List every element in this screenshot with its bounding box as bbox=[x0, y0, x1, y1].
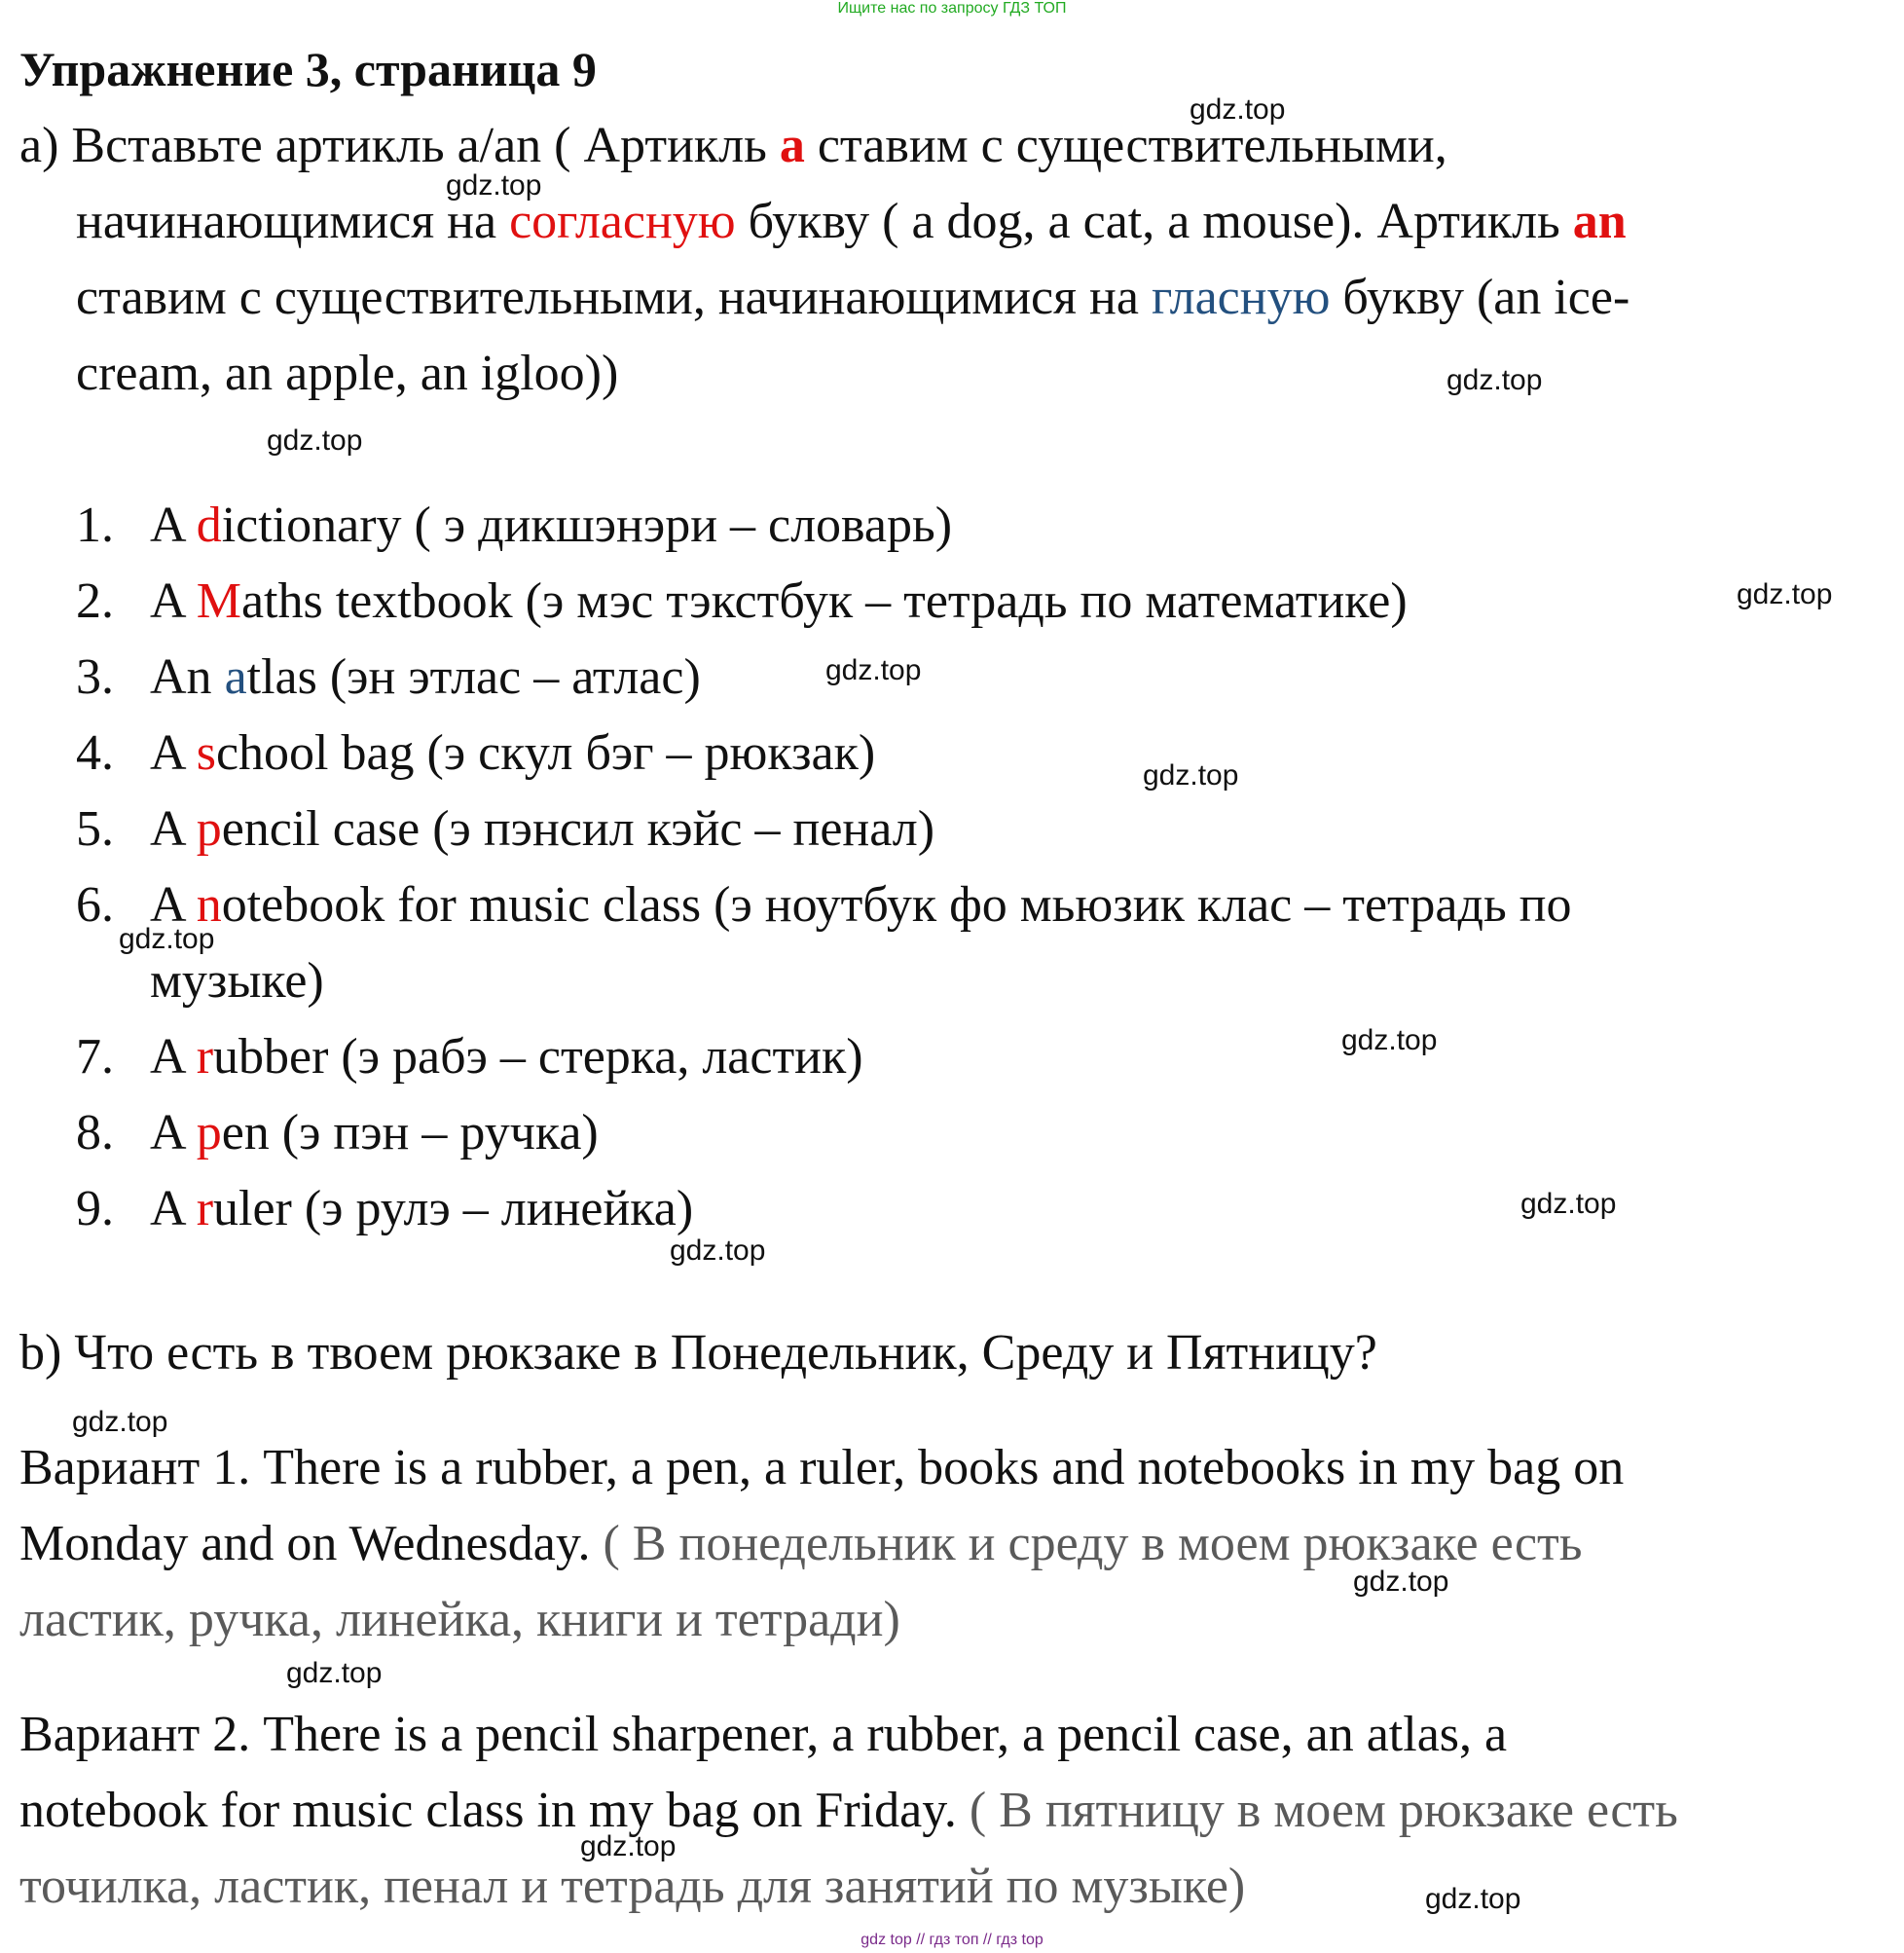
watermark: gdz.top bbox=[72, 1406, 168, 1438]
footer-links: gdz top // гдз топ // гдз top bbox=[860, 1932, 1044, 1948]
variant-2-line-3: точилка, ластик, пенал и тетрадь для занятий по музыке) bbox=[19, 1859, 1246, 1914]
part-a-line-4: cream, an apple, an igloo)) bbox=[76, 346, 619, 401]
list-item bbox=[76, 1020, 863, 1094]
list-item bbox=[76, 641, 701, 715]
item-article: An bbox=[150, 649, 225, 705]
part-b-question: b) Что есть в твоем рюкзаке в Понедельник, Среду и Пятницу? bbox=[19, 1325, 1377, 1381]
item-number: 7. bbox=[76, 1029, 114, 1085]
article-a-highlight: a bbox=[779, 118, 805, 173]
item-text: ubber (э рабэ – стерка, ластик) bbox=[213, 1029, 863, 1085]
watermark: gdz.top bbox=[1190, 93, 1286, 126]
watermark: gdz.top bbox=[1341, 1024, 1438, 1056]
watermark: gdz.top bbox=[267, 424, 363, 457]
item-article: A bbox=[150, 725, 197, 781]
list-item bbox=[76, 717, 875, 791]
item-first-letter: p bbox=[196, 801, 222, 857]
item-first-letter: a bbox=[224, 649, 247, 705]
list-item-continuation: музыке) bbox=[150, 953, 324, 1009]
text: a) Вставьте артикль a/an ( Артикль bbox=[19, 118, 780, 173]
item-first-letter: n bbox=[196, 877, 222, 933]
item-number: 8. bbox=[76, 1105, 114, 1161]
item-article: A bbox=[150, 1029, 197, 1085]
item-article: A bbox=[150, 497, 197, 553]
item-text: tlas (эн этлас – атлас) bbox=[246, 649, 701, 705]
top-banner: Ищите нас по запросу ГДЗ ТОП bbox=[837, 0, 1067, 17]
item-number: 4. bbox=[76, 725, 114, 781]
watermark: gdz.top bbox=[1737, 578, 1833, 610]
part-a-line-3 bbox=[76, 261, 1629, 335]
item-first-letter: r bbox=[196, 1181, 214, 1236]
item-article: A bbox=[150, 573, 197, 629]
item-number: 3. bbox=[76, 649, 114, 705]
translation-text: ( В понедельник и среду в моем рюкзаке есть bbox=[603, 1516, 1583, 1571]
vowel-highlight: гласную bbox=[1151, 270, 1331, 325]
item-article: A bbox=[150, 877, 197, 933]
item-text: aths textbook (э мэс тэкстбук – тетрадь по математике) bbox=[240, 573, 1408, 629]
list-item bbox=[76, 1096, 599, 1170]
item-first-letter: M bbox=[196, 573, 241, 629]
translation-text: ( В пятницу в моем рюкзаке есть bbox=[969, 1783, 1678, 1838]
watermark: gdz.top bbox=[286, 1657, 383, 1689]
item-number: 6. bbox=[76, 877, 114, 933]
watermark: gdz.top bbox=[1446, 364, 1543, 396]
item-article: A bbox=[150, 801, 197, 857]
watermark: gdz.top bbox=[825, 654, 922, 686]
list-item bbox=[76, 792, 934, 866]
english-text: notebook for music class in my bag on Friday. bbox=[19, 1783, 970, 1838]
watermark: gdz.top bbox=[1143, 759, 1239, 792]
text: ставим с существительными, начинающимися на bbox=[76, 270, 1152, 325]
watermark: gdz.top bbox=[580, 1830, 677, 1862]
item-text: uler (э рулэ – линейка) bbox=[213, 1181, 694, 1236]
item-first-letter: d bbox=[196, 497, 222, 553]
item-number: 1. bbox=[76, 497, 114, 553]
item-text: en (э пэн – ручка) bbox=[221, 1105, 599, 1161]
item-first-letter: p bbox=[196, 1105, 222, 1161]
consonant-highlight: согласную bbox=[509, 194, 736, 249]
item-number: 9. bbox=[76, 1181, 114, 1236]
item-text: encil case (э пэнсил кэйс – пенал) bbox=[221, 801, 935, 857]
list-item bbox=[76, 868, 1572, 942]
item-number: 2. bbox=[76, 573, 114, 629]
item-first-letter: r bbox=[196, 1029, 214, 1085]
item-first-letter: s bbox=[196, 725, 216, 781]
list-item bbox=[76, 1172, 693, 1246]
part-a-line-2 bbox=[76, 185, 1627, 259]
item-text: chool bag (э скул бэг – рюкзак) bbox=[215, 725, 876, 781]
item-article: A bbox=[150, 1105, 197, 1161]
list-item bbox=[76, 489, 952, 563]
page-title: Упражнение 3, страница 9 bbox=[19, 42, 597, 96]
item-article: A bbox=[150, 1181, 197, 1236]
variant-1-line-2 bbox=[19, 1507, 1583, 1581]
item-number: 5. bbox=[76, 801, 114, 857]
watermark: gdz.top bbox=[1425, 1883, 1521, 1915]
variant-1-line-1: Вариант 1. There is a rubber, a pen, a ruler, books and notebooks in my bag on bbox=[19, 1440, 1625, 1495]
item-text: otebook for music class (э ноутбук фо мьюзик клас – тетрадь по bbox=[221, 877, 1572, 933]
text: букву (an ice- bbox=[1330, 270, 1630, 325]
list-item bbox=[76, 565, 1408, 639]
variant-2-line-1: Вариант 2. There is a pencil sharpener, a rubber, a pencil case, an atlas, a bbox=[19, 1707, 1508, 1762]
watermark: gdz.top bbox=[670, 1234, 766, 1267]
watermark: gdz.top bbox=[1353, 1566, 1449, 1598]
item-text: ictionary ( э дикшэнэри – словарь) bbox=[221, 497, 953, 553]
text: букву ( a dog, a cat, a mouse). Артикль bbox=[735, 194, 1573, 249]
english-text: Monday and on Wednesday. bbox=[19, 1516, 604, 1571]
article-an-highlight: an bbox=[1572, 194, 1627, 249]
text: начинающимися на bbox=[76, 194, 510, 249]
watermark: gdz.top bbox=[1520, 1188, 1617, 1220]
text: ставим с существительными, bbox=[804, 118, 1447, 173]
watermark: gdz.top bbox=[119, 923, 215, 955]
variant-1-line-3: ластик, ручка, линейка, книги и тетради) bbox=[19, 1592, 900, 1647]
variant-2-line-2 bbox=[19, 1774, 1678, 1848]
watermark: gdz.top bbox=[446, 169, 542, 202]
